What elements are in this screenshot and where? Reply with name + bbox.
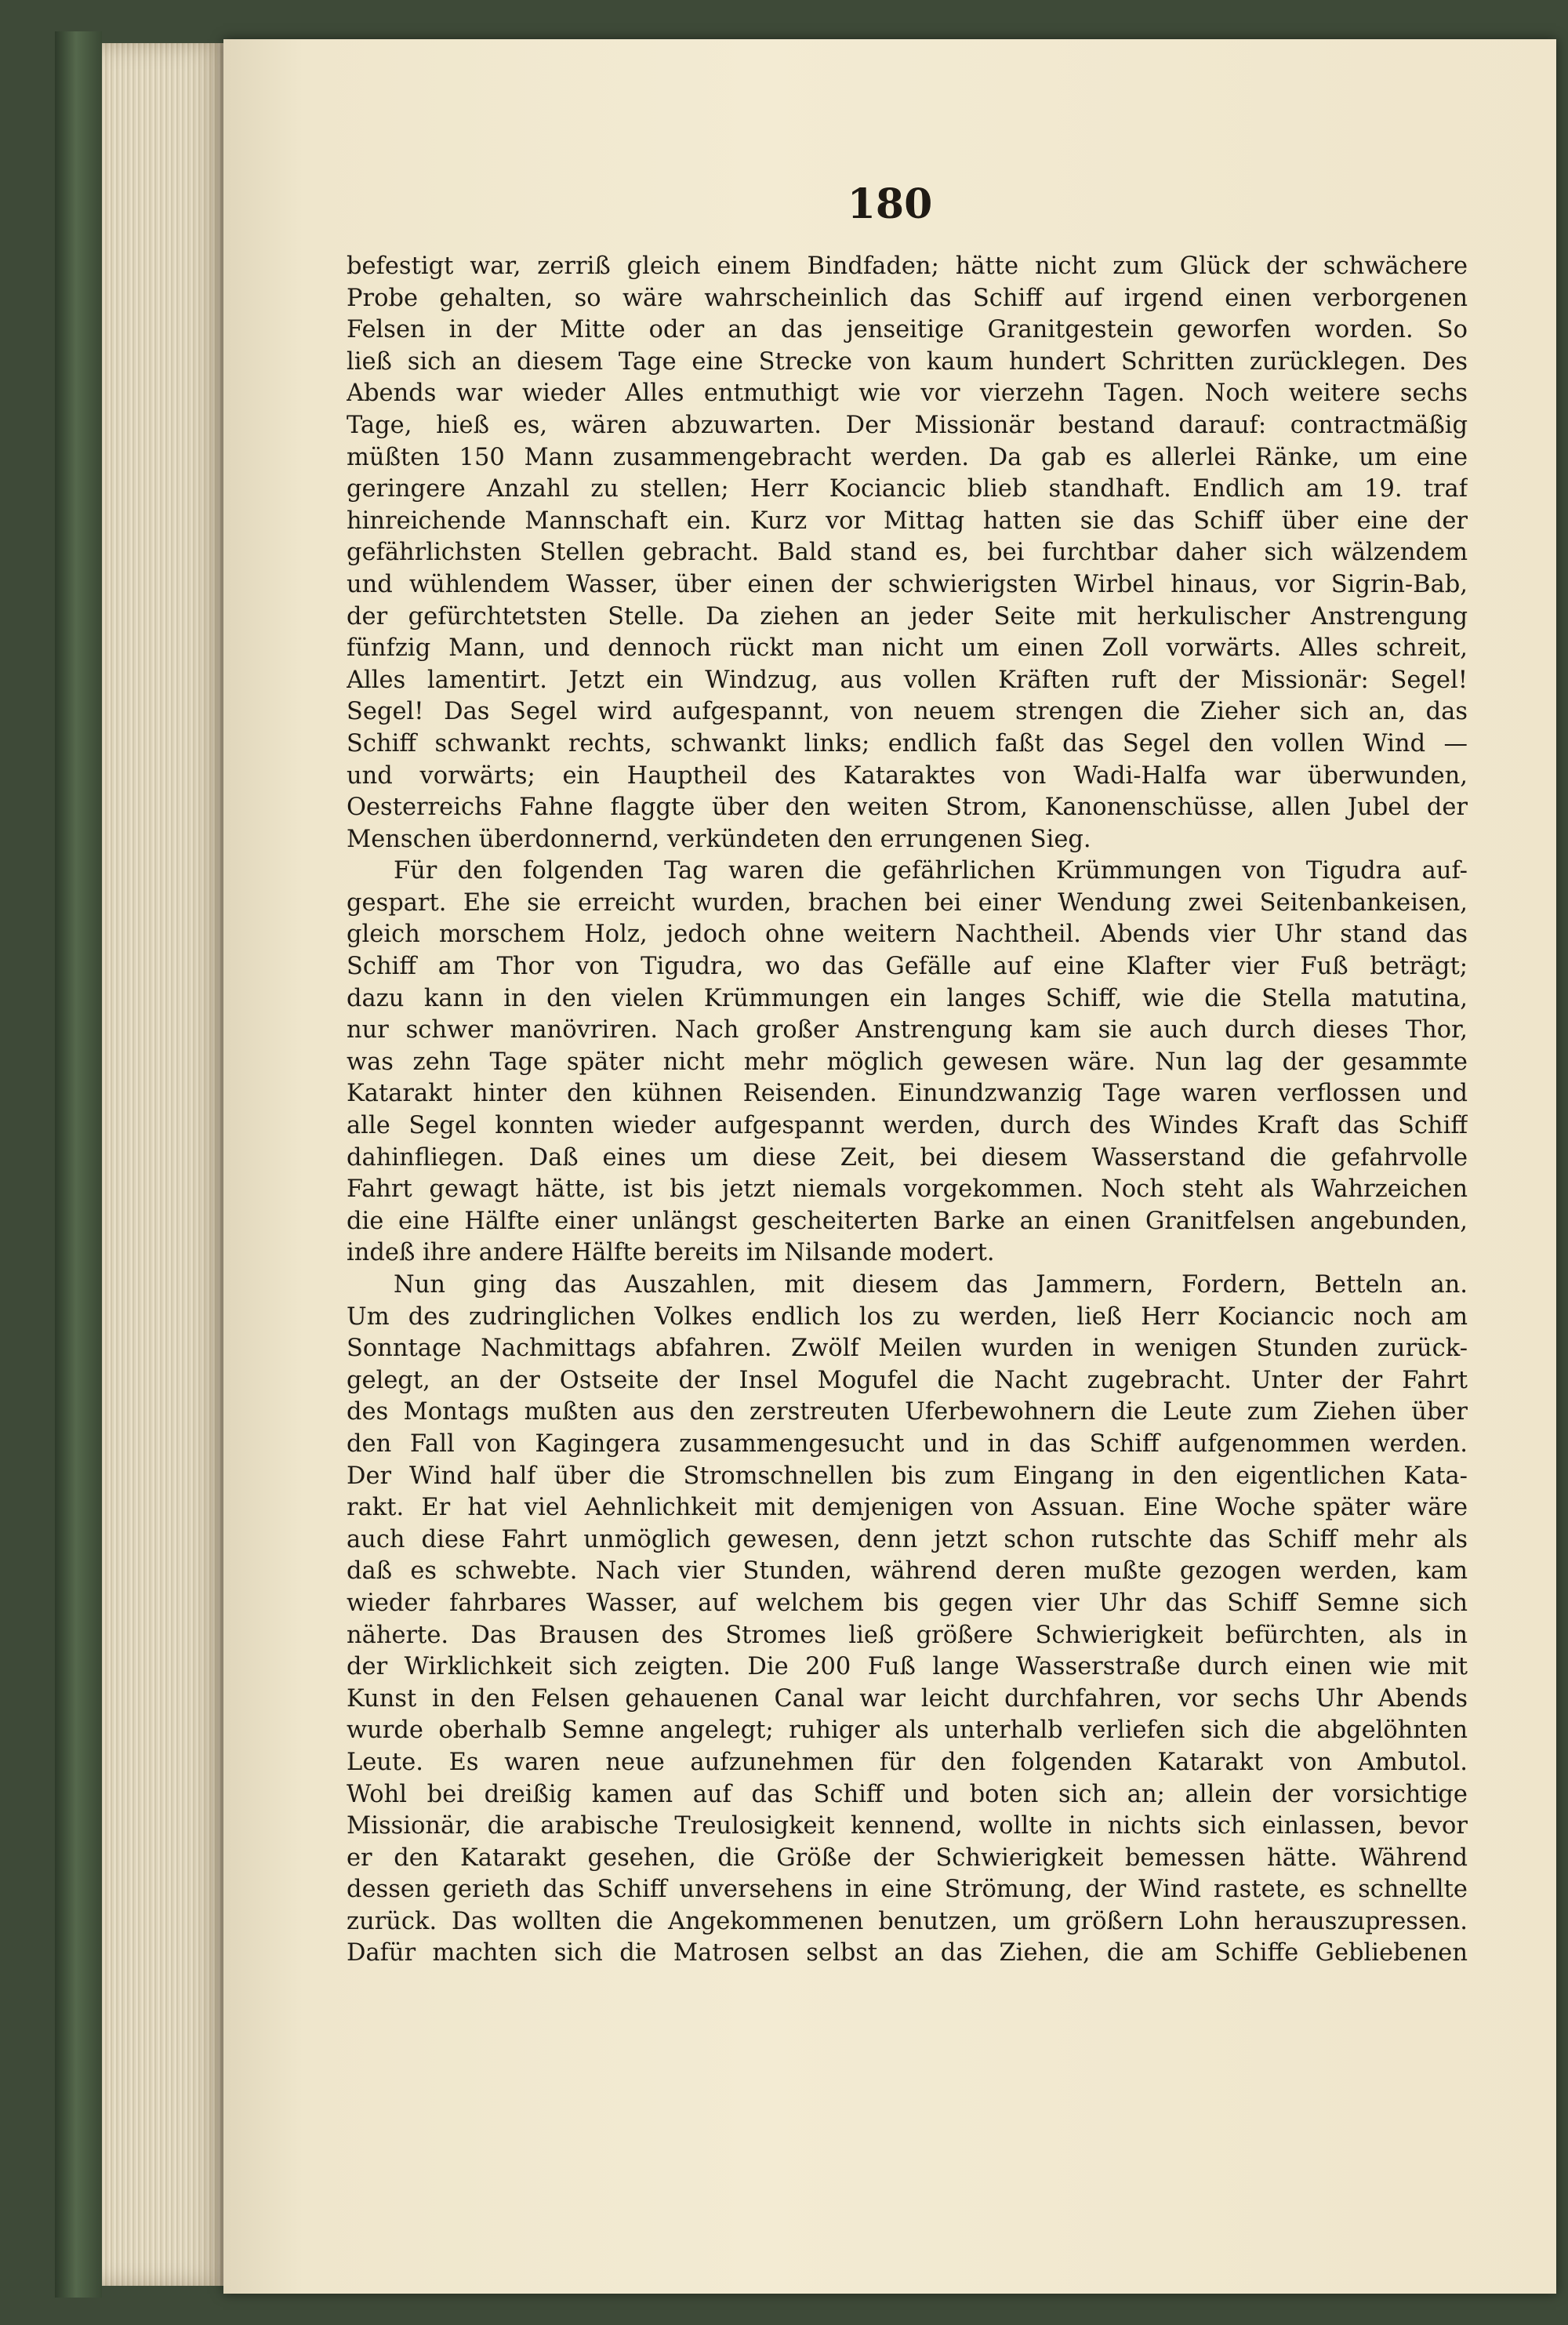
text-line: fünfzig Mann, und dennoch rückt man nicht um einen Zoll vorwärts. Alles schreit, xyxy=(347,634,1468,663)
text-line: näherte. Das Brausen des Stromes ließ größere Schwierigkeit befürchten, als in xyxy=(347,1621,1468,1649)
text-line: Oesterreichs Fahne flaggte über den weiten Strom, Kanonenschüsse, allen Jubel der xyxy=(347,794,1468,822)
text-line: Nun ging das Auszahlen, mit diesem das Jammern, Fordern, Betteln an. xyxy=(394,1271,1468,1299)
text-line: Kunst in den Felsen gehauenen Canal war leicht durchfahren, vor sechs Uhr Abends xyxy=(347,1684,1468,1713)
text-line: hinreichende Mannschaft ein. Kurz vor Mittag hatten sie das Schiff über eine der xyxy=(347,507,1468,535)
text-line: Probe gehalten, so wäre wahrscheinlich das Schiff auf irgend einen verborgenen xyxy=(347,284,1468,312)
text-line: gespart. Ehe sie erreicht wurden, brachen bei einer Wendung zwei Seitenbankeisen, xyxy=(347,888,1468,917)
text-line: Fahrt gewagt hätte, ist bis jetzt niemals vorgekommen. Noch steht als Wahrzeichen xyxy=(347,1175,1468,1204)
text-line: gelegt, an der Ostseite der Insel Mogufel die Nacht zugebracht. Unter der Fahrt xyxy=(347,1366,1468,1394)
text-line: Segel! Das Segel wird aufgespannt, von neuem strengen die Zieher sich an, das xyxy=(347,698,1468,726)
text-line: dahinfliegen. Daß eines um diese Zeit, bei diesem Wasserstand die gefahrvolle xyxy=(347,1143,1468,1172)
page-number: 180 xyxy=(847,180,933,228)
book-cover-edge xyxy=(55,31,102,2298)
text-line: müßten 150 Mann zusammengebracht werden. Da gab es allerlei Ränke, um eine xyxy=(347,443,1468,471)
text-line: Katarakt hinter den kühnen Reisenden. Einundzwanzig Tage waren verflossen und xyxy=(347,1080,1468,1108)
text-line: des Montags mußten aus den zerstreuten Uferbewohnern die Leute zum Ziehen über xyxy=(347,1398,1468,1426)
text-line: rakt. Er hat viel Aehnlichkeit mit demjenigen von Assuan. Eine Woche später wäre xyxy=(347,1494,1468,1522)
text-line: Um des zudringlichen Volkes endlich los zu werden, ließ Herr Kociancic noch am xyxy=(347,1302,1468,1331)
text-line: Tage, hieß es, wären abzuwarten. Der Missionär bestand darauf: contractmäßig xyxy=(347,411,1468,439)
text-line: Leute. Es waren neue aufzunehmen für den folgenden Katarakt von Ambutol. xyxy=(347,1748,1468,1776)
text-line: Schiff schwankt rechts, schwankt links; endlich faßt das Segel den vollen Wind — xyxy=(347,729,1468,757)
text-line: Schiff am Thor von Tigudra, wo das Gefälle auf eine Klafter vier Fuß beträgt; xyxy=(347,953,1468,981)
text-line: auch diese Fahrt unmöglich gewesen, denn jetzt schon rutschte das Schiff mehr als xyxy=(347,1525,1468,1553)
text-line: Wohl bei dreißig kamen auf das Schiff und boten sich an; allein der vorsichtige xyxy=(347,1780,1468,1808)
text-line: die eine Hälfte einer unlängst gescheiterten Barke an einen Granitfelsen angebunden, xyxy=(347,1207,1468,1235)
text-line: befestigt war, zerriß gleich einem Bindfaden; hätte nicht zum Glück der schwächere xyxy=(347,252,1468,280)
text-line: Für den folgenden Tag waren die gefährlichen Krümmungen von Tigudra auf- xyxy=(394,857,1468,885)
text-line: ließ sich an diesem Tage eine Strecke von kaum hundert Schritten zurücklegen. Des xyxy=(347,347,1468,376)
text-line: Menschen überdonnernd, verkündeten den errungenen Sieg. xyxy=(347,825,1091,853)
text-line: indeß ihre andere Hälfte bereits im Nilsande modert. xyxy=(347,1239,995,1267)
page-stack-edge xyxy=(102,43,227,2286)
text-line: Sonntage Nachmittags abfahren. Zwölf Meilen wurden in wenigen Stunden zurück- xyxy=(347,1335,1468,1363)
text-line: alle Segel konnten wieder aufgespannt werden, durch des Windes Kraft das Schiff xyxy=(347,1112,1468,1140)
body-text xyxy=(347,251,1468,1970)
text-line: wieder fahrbares Wasser, auf welchem bis gegen vier Uhr das Schiff Semne sich xyxy=(347,1589,1468,1617)
text-line: dessen gerieth das Schiff unversehens in eine Strömung, der Wind rastete, es schnellte xyxy=(347,1876,1468,1904)
text-line: er den Katarakt gesehen, die Größe der Schwierigkeit bemessen hätte. Während xyxy=(347,1844,1468,1872)
text-line: gleich morschem Holz, jedoch ohne weitern Nachtheil. Abends vier Uhr stand das xyxy=(347,921,1468,949)
text-line: der gefürchtetsten Stelle. Da ziehen an jeder Seite mit herkulischer Anstrengung xyxy=(347,602,1468,630)
text-line: geringere Anzahl zu stellen; Herr Kociancic blieb standhaft. Endlich am 19. traf xyxy=(347,475,1468,503)
text-line: der Wirklichkeit sich zeigten. Die 200 Fuß lange Wasserstraße durch einen wie mit xyxy=(347,1653,1468,1681)
text-line: daß es schwebte. Nach vier Stunden, während deren mußte gezogen werden, kam xyxy=(347,1557,1468,1586)
book-page xyxy=(223,39,1556,2294)
text-line: Felsen in der Mitte oder an das jenseitige Granitgestein geworfen worden. So xyxy=(347,316,1468,344)
text-line: Dafür machten sich die Matrosen selbst an das Ziehen, die am Schiffe Gebliebenen xyxy=(347,1939,1468,1967)
text-line: und vorwärts; ein Hauptheil des Kataraktes von Wadi-Halfa war überwunden, xyxy=(347,761,1468,790)
text-line: und wühlendem Wasser, über einen der schwierigsten Wirbel hinaus, vor Sigrin-Bab, xyxy=(347,570,1468,598)
text-line: dazu kann in den vielen Krümmungen ein langes Schiff, wie die Stella matutina, xyxy=(347,984,1468,1012)
text-line: den Fall von Kagingera zusammengesucht und in das Schiff aufgenommen werden. xyxy=(347,1430,1468,1458)
text-line: Alles lamentirt. Jetzt ein Windzug, aus vollen Kräften ruft der Missionär: Segel! xyxy=(347,666,1468,694)
text-line: wurde oberhalb Semne angelegt; ruhiger als unterhalb verliefen sich die abgelöhnten xyxy=(347,1717,1468,1745)
text-line: Der Wind half über die Stromschnellen bis zum Eingang in den eigentlichen Kata- xyxy=(347,1462,1468,1490)
text-line: Missionär, die arabische Treulosigkeit kennend, wollte in nichts sich einlassen, bevor xyxy=(347,1812,1468,1840)
text-line: Abends war wieder Alles entmuthigt wie vor vierzehn Tagen. Noch weitere sechs xyxy=(347,380,1468,408)
text-line: was zehn Tage später nicht mehr möglich gewesen wäre. Nun lag der gesammte xyxy=(347,1048,1468,1076)
text-line: zurück. Das wollten die Angekommenen benutzen, um größern Lohn herauszupressen. xyxy=(347,1907,1468,1935)
text-line: gefährlichsten Stellen gebracht. Bald stand es, bei furchtbar daher sich wälzendem xyxy=(347,539,1468,567)
text-line: nur schwer manövriren. Nach großer Anstrengung kam sie auch durch dieses Thor, xyxy=(347,1016,1468,1044)
